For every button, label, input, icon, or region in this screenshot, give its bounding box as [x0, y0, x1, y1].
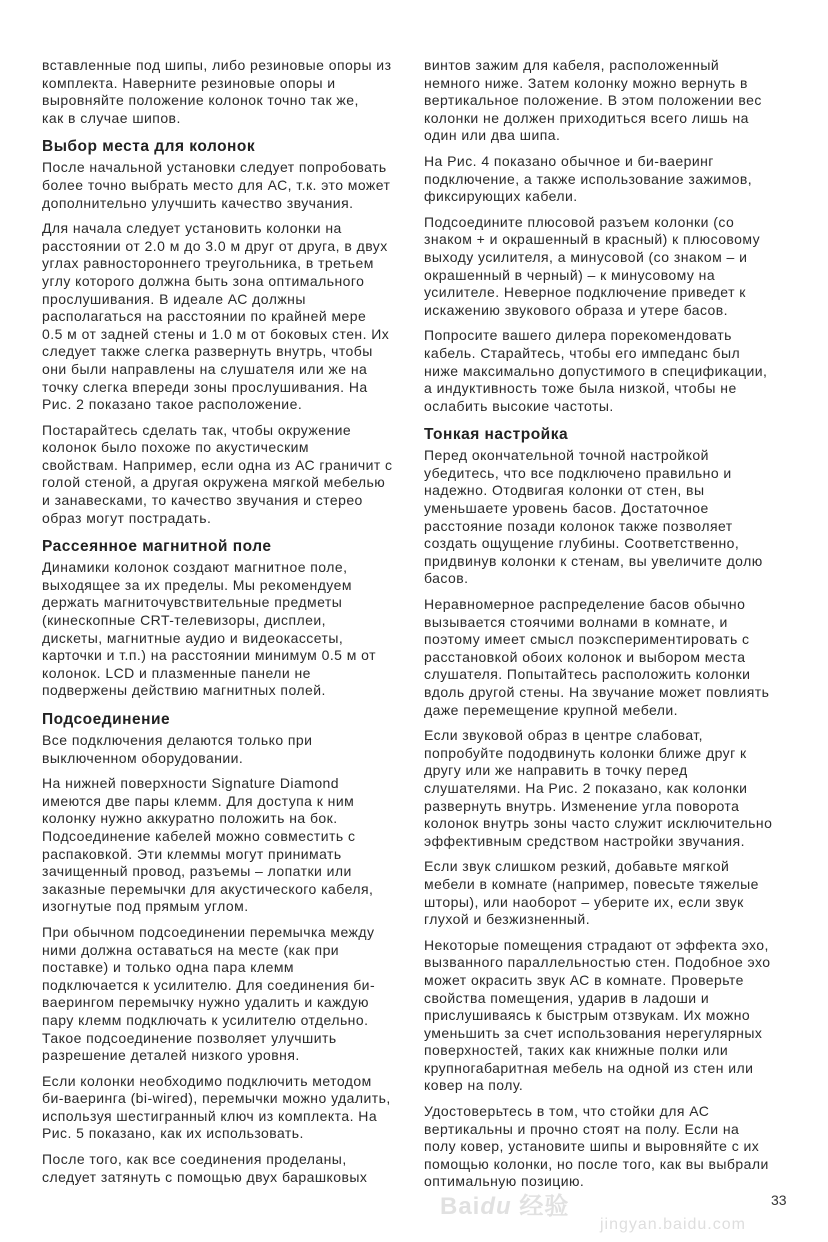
- paragraph: Некоторые помещения страдают от эффекта эхо, вызванного параллельностью стен. Подобное эхо может окрасить звук АС в комнате. Проверьте свойства помещения, ударив в ладоши и прислушиваясь к быстрым отзвукам. Их можно уменьшить за счет использования нерегулярных поверхностей, таких как книжные полки или крупногабаритная мебель на одной из стен или ковер на полу.: [424, 936, 771, 1094]
- paragraph: На нижней поверхности Signature Diamond имеются две пары клемм. Для доступа к ним колонку нужно аккуратно положить на бок. Подсоединение кабелей можно совместить с распаковкой. Эти клеммы могут принимать зачищенный провод, разъемы – лопатки или заказные перемычки для акустического кабеля, изогнутые под прямым углом.: [42, 775, 374, 915]
- section-heading: Тонкая настройка: [424, 426, 569, 444]
- section-heading: Подсоединение: [42, 711, 171, 728]
- page-number: 33: [771, 1192, 787, 1208]
- left-column: [42, 57, 422, 1194]
- paragraph: Подсоедините плюсовой разъем колонки (со знаком + и окрашенный в красный) к плюсовому выходу усилителя, а минусовой (со знаком – и окрашенный в черный) – к минусовому на усилителе. Неверное подключение приведет к искажению звукового образа и утере басов.: [424, 213, 761, 318]
- paragraph: Динамики колонок создают магнитное поле, выходящее за их пределы. Мы рекомендуем держать магниточувствительные предметы (кинескопные CRT-телевизоры, дисплеи, дискеты, магнитные аудио и видеокассеты, карточки и т.п.) на расстоянии минимум 0.5 м от колонок. LCD и плазменные панели не подвержены действию магнитных полей.: [42, 559, 376, 699]
- watermark-url: jingyan.baidu.com: [600, 1216, 746, 1233]
- watermark-logo: Baidu 经验: [440, 1193, 570, 1220]
- paragraph: Постарайтесь сделать так, чтобы окружение колонок было похоже по акустическим свойствам. Например, если одна из АС граничит с голой стеной, а другая окружена мягкой мебелью и занавесками, то качество звучания и стерео образ могут пострадать.: [42, 421, 393, 526]
- paragraph: При обычном подсоединении перемычка между ними должна оставаться на месте (как при поставке) и только одна пара клемм подключается к усилителю. Для соединения би- ваерингом перемычку нужно удалить и каждую пару клемм подключать к усилителю отдельно. Такое подсоединение позволяет улучшить разрешение деталей низкого уровня.: [42, 923, 376, 1064]
- paragraph: На Рис. 4 показано обычное и би-ваеринг подключение, а также использование зажимов, фиксирующих кабели.: [424, 152, 753, 205]
- paragraph: винтов зажим для кабеля, расположенный немного ниже. Затем колонку можно вернуть в вертикальное положение. В этом положении вес колонки не должен приходиться всего лишь на один или два шипа.: [424, 57, 762, 144]
- section-heading: Рассеянное магнитной поле: [42, 538, 272, 556]
- right-column: [424, 57, 804, 1199]
- section-heading: Выбор места для колонок: [42, 138, 256, 156]
- paragraph: Попросите вашего дилера порекомендовать кабель. Старайтесь, чтобы его импеданс был ниже максимально допустимого в спецификации, а индуктивность тоже была низкой, чтобы не ослабить высокие частоты.: [424, 327, 768, 414]
- paragraph: вставленные под шипы, либо резиновые опоры из комплекта. Наверните резиновые опоры и выровняйте положение колонок точно так же, как в случае шипов.: [42, 57, 392, 126]
- paragraph: Неравномерное распределение басов обычно вызывается стоячими волнами в комнате, и поэтому имеет смысл поэкспериментировать с расстановкой обоих колонок и выбором места слушателя. Попытайтесь расположить колонки вдоль другой стены. На звучание может повлиять даже перемещение крупной мебели.: [424, 596, 770, 718]
- paragraph: Если колонки необходимо подключить методом би-ваеринга (bi-wired), перемычки можно удалить, используя шестигранный ключ из комплекта. На Рис. 5 показано, как их использовать.: [42, 1072, 391, 1142]
- paragraph: Если звуковой образ в центре слабоват, попробуйте пододвинуть колонки ближе друг к другу или же направить в точку перед слушателями. На Рис. 2 показано, как колонки развернуть внутрь. Изменение угла поворота колонок внутрь зоны часто служит исключительно эффективным средством настройки звучания.: [424, 727, 773, 849]
- paragraph: После того, как все соединения проделаны, следует затянуть с помощью двух барашковых: [42, 1151, 368, 1185]
- paragraph: Все подключения делаются только при выключенном оборудовании.: [42, 732, 313, 766]
- paragraph: Удостоверьтесь в том, что стойки для АС вертикальны и прочно стоят на полу. Если на полу ковер, установите шипы и выровняйте с их помощью колонки, но после того, как вы выбрали оптимальную позицию.: [424, 1103, 769, 1190]
- paragraph: После начальной установки следует попробовать более точно выбрать место для АС, т.к. это может дополнительно улучшить качество звучания.: [42, 159, 391, 211]
- paragraph: Если звук слишком резкий, добавьте мягкой мебели в комнате (например, повесьте тяжелые шторы), или наоборот – уберите их, если звук глухой и безжизненный.: [424, 858, 759, 928]
- paragraph: Для начала следует установить колонки на расстоянии от 2.0 м до 3.0 м друг от друга, в двух углах равностороннего треугольника, в третьем углу которого должна быть зона оптимального прослушивания. В идеале АС должны располагаться на расстоянии по крайней мере 0.5 м от задней стены и 1.0 м от боковых стен. Их следует также слегка развернуть внутрь, чтобы они были направлены на слушателя или же на точку слегка впереди зоны прослушивания. На Рис. 2 показано такое расположение.: [42, 220, 390, 413]
- paragraph: Перед окончательной точной настройкой убедитесь, что все подключено правильно и надежно. Отодвигая колонки от стен, вы уменьшаете уровень басов. Достаточное расстояние позади колонок также позволяет создать ощущение глубины. Соответственно, придвинув колонки к стенам, вы увеличите долю басов.: [424, 447, 763, 587]
